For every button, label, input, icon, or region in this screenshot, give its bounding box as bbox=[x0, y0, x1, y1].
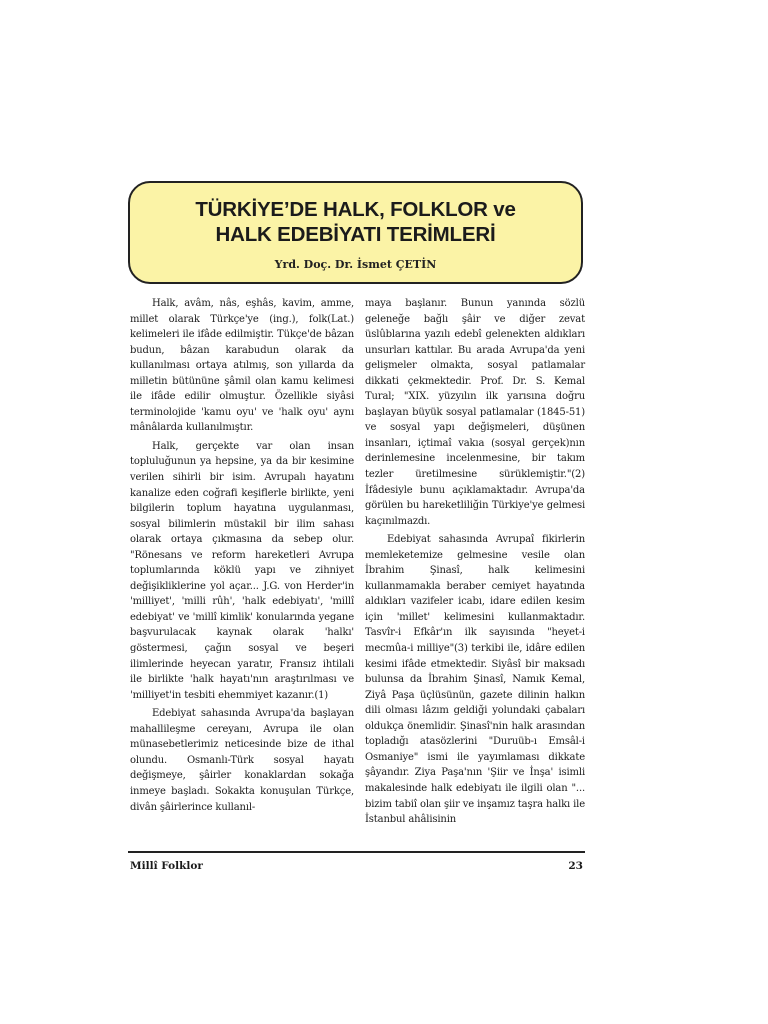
paragraph: Edebiyat sahasında Avrupa'da başlayan mahallileşme cereyanı, Avrupa ile olan münasebetlerimiz neticesinde bize de ithal olundu. Osmanlı-Türk sosyal hayatı değişmeye, şâirler konaklardan sokağa inmeye başladı. Sokakta konuşulan Türkçe, divân şâirlerince kullanıl- bbox=[130, 708, 354, 813]
paragraph: Halk, avâm, nâs, eşhâs, kavim, amme, millet olarak Türkçe'ye (ing.), folk(Lat.) kelimeleri ile ifâde edilmiştir. Tükçe'de bâzan budun, bâzan karabudun olarak da kullanılması ortaya atılmış, son yıllarda da milletin bütününe şâmil olan kamu kelimesi ile ifâde edilir olmuştur. Özellikle siyâsi terminolojide 'kamu oyu' ve 'halk oyu' aynı mânâlarda kullanılmıştır. bbox=[130, 298, 354, 434]
article-title bbox=[130, 197, 581, 247]
page-number: 23 bbox=[568, 860, 583, 872]
left-column bbox=[130, 296, 354, 818]
title-line-1: TÜRKİYE’DE HALK, FOLKLOR ve bbox=[195, 198, 516, 221]
footer-rule bbox=[128, 851, 585, 853]
title-line-2: HALK EDEBİYATI TERİMLERİ bbox=[215, 223, 496, 246]
right-column bbox=[365, 296, 585, 831]
paragraph: Edebiyat sahasında Avrupaî fikirlerin memleketemize gelmesine vesile olan İbrahim Şinasî, halk kelimesini kullanmamakla beraber cemiyet hayatında aldıkları vazifeler icabı, idare edilen kesim için 'millet' kelimesini kullanmaktadır. Tasvîr-i Efkâr'ın ilk sayısında "heyet-i mecmûa-i milliye"(3) terkibi ile, idâre edilen kesimi ifâde etmektedir. Siyâsî bir maksadı bulunsa da İbrahim Şinasî, Namık Kemal, Ziyâ Paşa üçlüsünün, gazete dilinin halkın dili olması lâzım geldiği yolundaki çabaları oldukça önemlidir. Şinasî'nin halk arasından topladığı atasözlerini "Duruüb-ı Emsâl-i Osmaniye" ismi ile yayımlaması dikkate şâyandır. Ziya Paşa'nın 'Şiir ve İnşa' isimli makalesinde halk edebiyatı ile ilgili olan "... bizim tabiî olan şiir ve inşamız taşra halkı ile İstanbul ahâlisinin bbox=[365, 534, 585, 826]
article-author: Yrd. Doç. Dr. İsmet ÇETİN bbox=[274, 258, 437, 271]
paragraph: maya başlanır. Bunun yanında sözlü geleneğe bağlı şâir ve diğer zevat üslûblarına yazılı edebî gelenekten aldıkları unsurları kattılar. Bu arada Avrupa'da yeni gelişmeler olmakta, sosyal patlamalar dikkati çekmektedir. Prof. Dr. S. Kemal Tural; "XIX. yüzyılın ilk yarısına doğru başlayan büyük sosyal patlamalar (1845-51) ve sosyal yapı değişmeleri, düşünen insanları, içtimaî vakıa (sosyal gerçek)nın derinlemesine incelenmesine, bir takım tezler üretilmesine sürüklemiştir."(2) İfâdesiyle bunu açıklamaktadır. Avrupa'da görülen bu hareketliliğin Türkiye'ye gelmesi kaçınılmazdı. bbox=[365, 298, 585, 527]
journal-name: Millî Folklor bbox=[130, 860, 203, 872]
paragraph: Halk, gerçekte var olan insan topluluğunun ya hepsine, ya da bir kesimine verilen sihirli bir isim. Avrupalı hayatını kanalize eden coğrafi keşiflerle birlikte, yeni bilgilerin toplum hayatına uygulanması, sosyal bilimlerin müstakil bir ilim sahası olarak ortaya çıkmasına da sebep olur. "Rönesans ve reform hareketleri Avrupa toplumlarında köklü yapı ve zihniyet değişikliklerine yol açar... J.G. von Herder'in 'milliyet', 'milli rûh', 'halk edebiyatı', 'millî edebiyat' ve 'millî kimlik' konularında yegane başvurulacak kaynak olarak 'halkı' göstermesi, çağın sosyal ve beşeri ilimlerinde heyecan yaratır, Fransız ihtilali ile birlikte 'halk hayatı'nın araştırılması ve 'milliyet'in tesbiti ehemmiyet kazanır.(1) bbox=[130, 440, 354, 701]
title-box bbox=[128, 181, 583, 284]
